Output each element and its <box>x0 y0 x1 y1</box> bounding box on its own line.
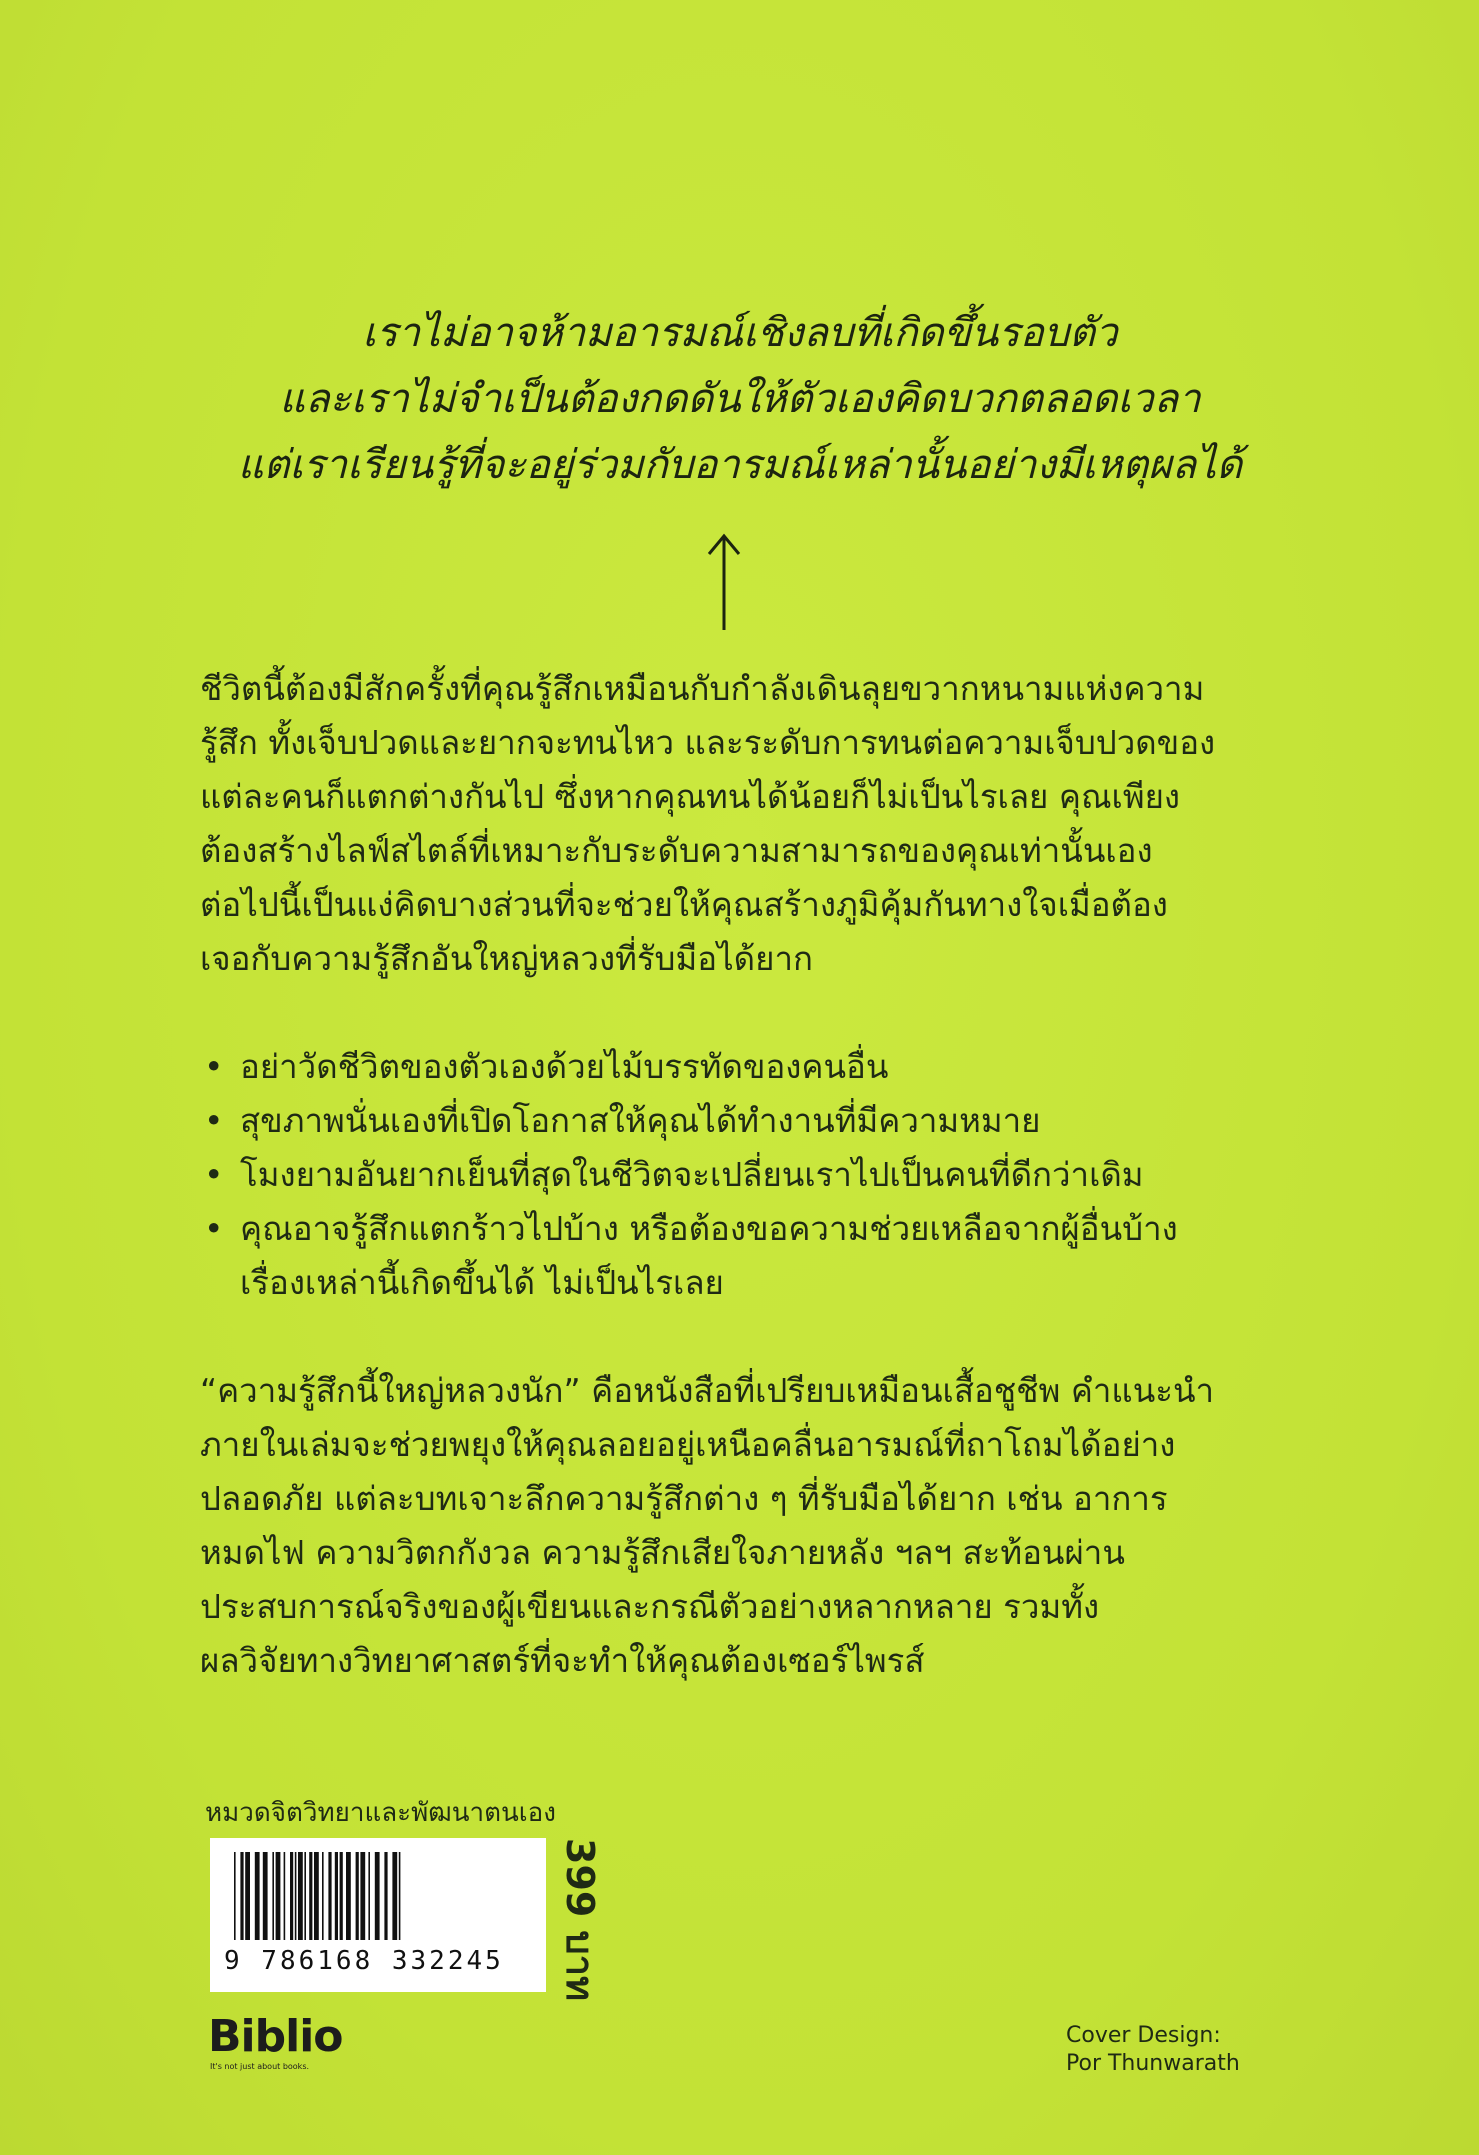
barcode-bar <box>276 1852 281 1940</box>
barcode-bar <box>304 1852 306 1940</box>
intro-line: ต่อไปนี้เป็นแง่คิดบางส่วนที่จะช่วยให้คุณสร้างภูมิคุ้มกันทางใจเมื่อต้อง <box>200 885 1168 924</box>
publisher-tagline: It's not just about books. <box>210 2062 310 2071</box>
barcode-bar <box>295 1852 297 1940</box>
quote-line: เราไม่อาจห้ามอารมณ์เชิงลบที่เกิดขึ้นรอบตัว <box>362 310 1118 356</box>
barcode-bar <box>392 1852 397 1940</box>
quote-line: แต่เราเรียนรู้ที่จะอยู่ร่วมกับอารมณ์เหล่านั้นอย่างมีเหตุผลได้ <box>237 442 1243 488</box>
bullet-list <box>200 1040 1300 1310</box>
credit-label: Cover Design: <box>1066 2023 1221 2048</box>
barcode-bar <box>356 1852 359 1940</box>
barcode-bar <box>314 1852 319 1940</box>
bullet-text: เรื่องเหล่านี้เกิดขึ้นได้ ไม่เป็นไรเลย <box>240 1263 724 1302</box>
bullet-text: • คุณอาจรู้สึกแตกร้าวไปบ้าง หรือต้องขอความช่วยเหลือจากผู้อื่นบ้าง <box>240 1209 1178 1248</box>
barcode-bar <box>255 1852 260 1940</box>
bullet-text: • โมงยามอันยากเย็นที่สุดในชีวิตจะเปลี่ยนเราไปเป็นคนที่ดีกว่าเดิม <box>240 1155 1144 1194</box>
bullet-item <box>200 1148 1300 1202</box>
intro-line: แต่ละคนก็แตกต่างกันไป ซึ่งหากคุณทนได้น้อยก็ไม่เป็นไรเลย คุณเพียง <box>200 777 1181 816</box>
bullet-item <box>200 1202 1300 1310</box>
summary-paragraph <box>200 1364 1300 1688</box>
barcode-bar <box>340 1852 343 1940</box>
intro-line: ต้องสร้างไลฟ์สไตล์ที่เหมาะกับระดับความสามารถของคุณเท่านั้นเอง <box>200 831 1153 870</box>
barcode-bar <box>263 1852 268 1940</box>
bullet-item <box>200 1040 1300 1094</box>
barcode-bar <box>399 1852 401 1940</box>
quote-line: และเราไม่จำเป็นต้องกดดันให้ตัวเองคิดบวกตลอดเวลา <box>279 376 1201 422</box>
barcode-bar <box>335 1852 338 1940</box>
barcode-bar <box>309 1852 312 1940</box>
price-label: 399 บาท <box>558 1838 602 2002</box>
barcode-bar <box>322 1852 324 1940</box>
summary-line: ปลอดภัย แต่ละบทเจาะลึกความรู้สึกต่าง ๆ ที่รับมือได้ยาก เช่น อาการ <box>200 1479 1168 1518</box>
intro-line: รู้สึก ทั้งเจ็บปวดและยากจะทนไหว และระดับการทนต่อความเจ็บปวดของ <box>200 723 1216 762</box>
barcode-bar <box>360 1852 365 1940</box>
barcode-bar <box>346 1852 351 1940</box>
cover-design-credit <box>1066 2022 1240 2078</box>
intro-line: เจอกับความรู้สึกอันใหญ่หลวงที่รับมือได้ยาก <box>200 939 813 978</box>
barcode-bar <box>368 1852 370 1940</box>
barcode-bars <box>232 1852 524 1942</box>
credit-name: Por Thunwarath <box>1066 2051 1240 2076</box>
barcode-bar <box>375 1852 380 1940</box>
isbn-digits: 9 786168 332245 <box>224 1946 504 1976</box>
intro-line: ชีวิตนี้ต้องมีสักครั้งที่คุณรู้สึกเหมือนกับกำลังเดินลุยขวากหนามแห่งความ <box>200 669 1205 708</box>
barcode-bar <box>240 1852 243 1940</box>
barcode-bar <box>272 1852 274 1940</box>
isbn-barcode <box>210 1838 546 1992</box>
bullet-text: • อย่าวัดชีวิตของตัวเองด้วยไม้บรรทัดของคนอื่น <box>240 1047 889 1086</box>
book-category: หมวดจิตวิทยาและพัฒนาตนเอง <box>205 1798 556 1828</box>
publisher-logo: Biblio <box>208 2011 343 2062</box>
barcode-bar <box>328 1852 331 1940</box>
barcode-bar <box>384 1852 387 1940</box>
barcode-bar <box>284 1852 286 1940</box>
barcode-bar <box>234 1852 236 1940</box>
barcode-bar <box>245 1852 250 1940</box>
handwritten-quote <box>200 300 1280 498</box>
summary-line: หมดไฟ ความวิตกกังวล ความรู้สึกเสียใจภายหลัง ฯลฯ สะท้อนผ่าน <box>200 1533 1125 1572</box>
barcode-bar <box>290 1852 293 1940</box>
summary-line: ผลวิจัยทางวิทยาศาสตร์ที่จะทำให้คุณต้องเซอร์ไพรส์ <box>200 1641 925 1680</box>
intro-paragraph <box>200 662 1300 986</box>
bullet-item <box>200 1094 1300 1148</box>
bullet-text: • สุขภาพนั่นเองที่เปิดโอกาสให้คุณได้ทำงานที่มีความหมาย <box>240 1101 1041 1140</box>
barcode-bar <box>298 1852 303 1940</box>
summary-line: “ความรู้สึกนี้ใหญ่หลวงนัก” คือหนังสือที่เปรียบเหมือนเสื้อชูชีพ คำแนะนำ <box>200 1371 1215 1410</box>
summary-line: ภายในเล่มจะช่วยพยุงให้คุณลอยอยู่เหนือคลื่นอารมณ์ที่ถาโถมได้อย่าง <box>200 1425 1176 1464</box>
up-arrow-icon <box>706 532 742 632</box>
summary-line: ประสบการณ์จริงของผู้เขียนและกรณีตัวอย่างหลากหลาย รวมทั้ง <box>200 1587 1100 1626</box>
